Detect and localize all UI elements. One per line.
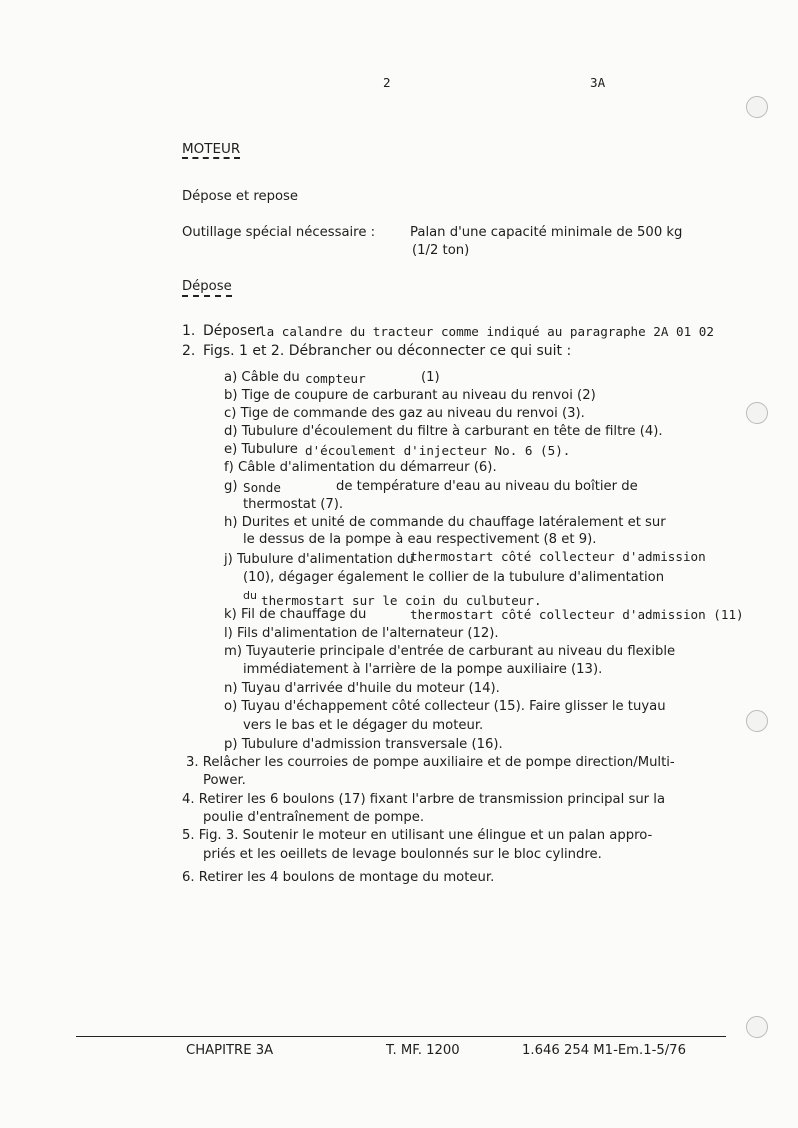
sub-item: f) Câble d'alimentation du démarreur (6). [224, 460, 497, 475]
step-number: 2. [182, 343, 196, 359]
footer-ref: T. MF. 1200 [386, 1043, 460, 1058]
sub-item: j) Tubulure d'alimentation du [224, 552, 414, 567]
chapter-code: 3A [590, 75, 606, 90]
sub-item: d'écoulement d'injecteur No. 6 (5). [305, 443, 571, 458]
footer-chapter: CHAPITRE 3A [186, 1043, 274, 1058]
sub-item: g) [224, 479, 238, 494]
sub-item: b) Tige de coupure de carburant au niveau du renvoi (2) [224, 388, 596, 403]
sub-item: thermostat (7). [243, 497, 344, 512]
page-number: 2 [383, 75, 391, 90]
sub-item: du [243, 589, 257, 602]
punch-hole [746, 710, 768, 732]
sub-item: vers le bas et le dégager du moteur. [243, 718, 484, 733]
sub-item: m) Tuyauterie principale d'entrée de carburant au niveau du flexible [224, 644, 676, 659]
punch-hole [746, 1016, 768, 1038]
tools-text-2: (1/2 ton) [412, 243, 470, 258]
sub-item: c) Tige de commande des gaz au niveau du renvoi (3). [224, 406, 585, 421]
step-text: 4. Retirer les 6 boulons (17) fixant l'arbre de transmission principal sur la [182, 792, 666, 807]
step-text: poulie d'entraînement de pompe. [203, 810, 425, 825]
step-text: Power. [203, 773, 246, 788]
sub-item: thermostart côté collecteur d'admission [410, 549, 706, 564]
sub-item: Sonde [243, 480, 281, 495]
sub-item: h) Durites et unité de commande du chauffage latéralement et sur [224, 515, 666, 530]
sub-item: o) Tuyau d'échappement côté collecteur (15). Faire glisser le tuyau [224, 699, 666, 714]
sub-item: (1) [421, 370, 440, 385]
page-title: MOTEUR [182, 141, 241, 157]
sub-item: thermostart côté collecteur d'admission (11) [410, 607, 744, 622]
step-number: 1. [182, 323, 196, 339]
tools-text: Palan d'une capacité minimale de 500 kg [410, 225, 683, 240]
sub-item: p) Tubulure d'admission transversale (16). [224, 737, 503, 752]
subtitle: Dépose et repose [182, 189, 299, 204]
punch-hole [746, 96, 768, 118]
footer-rule [76, 1036, 726, 1037]
sub-item: l) Fils d'alimentation de l'alternateur (12). [224, 626, 499, 641]
step-text: 3. Relâcher les courroies de pompe auxiliaire et de pompe direction/Multi- [186, 755, 675, 770]
sub-item: de température d'eau au niveau du boîtier de [336, 479, 638, 494]
sub-item: d) Tubulure d'écoulement du filtre à carburant en tête de filtre (4). [224, 424, 663, 439]
sub-item: k) Fil de chauffage du [224, 607, 367, 622]
step-text: 5. Fig. 3. Soutenir le moteur en utilisant une élingue et un palan appro- [182, 828, 653, 843]
step-text: Déposer [203, 323, 262, 339]
tools-label: Outillage spécial nécessaire : [182, 225, 376, 240]
sub-item: a) Câble du [224, 370, 300, 385]
sub-item: le dessus de la pompe à eau respectivement (8 et 9). [243, 532, 597, 547]
sub-item: (10), dégager également le collier de la tubulure d'alimentation [243, 570, 665, 585]
step-text: la calandre du tracteur comme indiqué au paragraphe 2A 01 02 [259, 324, 714, 339]
sub-item: immédiatement à l'arrière de la pompe auxiliaire (13). [243, 662, 603, 677]
sub-item: n) Tuyau d'arrivée d'huile du moteur (14). [224, 681, 500, 696]
sub-item: e) Tubulure [224, 442, 298, 457]
sub-item: compteur [305, 371, 366, 386]
section-title: Dépose [182, 279, 232, 297]
punch-hole [746, 402, 768, 424]
sub-item: thermostart sur le coin du culbuteur. [261, 593, 542, 608]
step-text: priés et les oeillets de levage boulonnés sur le bloc cylindre. [203, 847, 602, 862]
step-text: Figs. 1 et 2. Débrancher ou déconnecter ce qui suit : [203, 343, 572, 359]
step-text: 6. Retirer les 4 boulons de montage du moteur. [182, 870, 495, 885]
footer-code: 1.646 254 M1-Em.1-5/76 [522, 1043, 686, 1058]
